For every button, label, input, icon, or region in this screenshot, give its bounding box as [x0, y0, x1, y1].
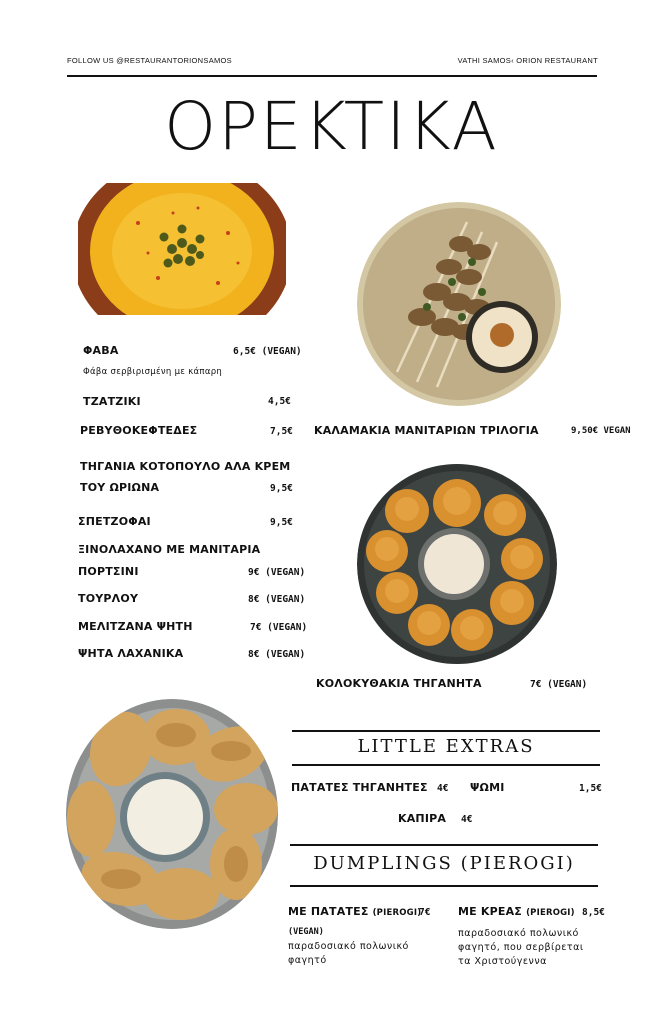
tzatziki-name: ΤΖΑΤΖΙΚΙ — [83, 395, 141, 408]
xinolachano-price: 9€ (VEGAN) — [248, 567, 306, 578]
tourlou-name: ΤΟΥΡΛΟΥ — [78, 592, 139, 605]
tigania-name-line1: ΤΗΓΑΝΙΑ ΚΟΤΟΠΟΥΛΟ ΑΛΑ ΚΡΕΜ — [80, 460, 291, 473]
pierogi-potato-tag: (PIEROGI) — [372, 908, 422, 918]
fried-zucchini-photo — [357, 463, 557, 665]
tourlou-price: 8€ (VEGAN) — [248, 594, 306, 605]
xinolachano-name-line2: ΠΟΡΤΣΙΝΙ — [78, 565, 139, 578]
pierogi-meat-description: παραδοσιακό πολωνικό φαγητό, που σερβίρεται τα Χριστούγεννα — [458, 928, 584, 967]
pierogi-photo — [66, 699, 278, 929]
kolokithakia-price: 7€ (VEGAN) — [530, 679, 588, 690]
pierogi-potato-label: ΜΕ ΠΑΤΑΤΕΣ — [288, 905, 369, 918]
spetzofai-name: ΣΠΕΤΖΟΦΑΙ — [78, 515, 151, 528]
extras-divider-bottom — [292, 764, 600, 766]
spetzofai-price: 9,5€ — [270, 517, 293, 528]
pierogi-potato-name — [288, 905, 421, 918]
mushroom-skewers-photo — [357, 202, 561, 406]
lachanika-name: ΨΗΤΑ ΛΑΧΑΝΙΚΑ — [78, 647, 184, 660]
tigania-price: 9,5€ — [270, 483, 293, 494]
fava-photo — [78, 183, 286, 315]
melitzana-name: ΜΕΛΙΤΖΑΝΑ ΨΗΤΗ — [78, 620, 193, 633]
revithokeftedes-name: ΡΕΒΥΘΟΚΕΦΤΕΔΕΣ — [80, 424, 198, 437]
kapira-price: 4€ — [461, 814, 473, 825]
pierogi-meat-name — [458, 905, 575, 918]
patates-price: 4€ — [437, 783, 449, 794]
patates-name: ΠΑΤΑΤΕΣ ΤΗΓΑΝΗΤΕΣ — [291, 781, 428, 794]
pierogi-potato-description: παραδοσιακό πολωνικό φαγητό — [288, 941, 409, 966]
kolokithakia-name: ΚΟΛΟΚΥΘΑΚΙΑ ΤΗΓΑΝΗΤΑ — [316, 677, 482, 690]
header-divider — [67, 75, 597, 77]
extras-divider-top — [292, 730, 600, 732]
melitzana-price: 7€ (VEGAN) — [250, 622, 308, 633]
dumplings-title: DUMPLINGS (PIEROGI) — [313, 853, 575, 874]
dumplings-divider-top — [290, 844, 598, 846]
psomi-price: 1,5€ — [579, 783, 602, 794]
psomi-name: ΨΩΜΙ — [470, 781, 505, 794]
restaurant-location-text: VATHI SAMOS‹ ORION RESTAURANT — [457, 56, 598, 65]
kalamakia-price: 9,50€ VEGAN — [571, 426, 631, 436]
tzatziki-price: 4,5€ — [268, 396, 291, 407]
pierogi-potato-vegan: (VEGAN) — [288, 927, 324, 937]
fava-name: ΦΑΒΑ — [83, 344, 119, 357]
page-title: OPEKTIKA — [164, 88, 499, 165]
follow-us-text: FOLLOW US @RESTAURANTORIONSAMOS — [67, 56, 232, 65]
pierogi-potato-price: 7€ — [419, 907, 431, 918]
pierogi-meat-tag: (PIEROGI) — [526, 908, 575, 918]
fava-description: Φάβα σερβιρισμένη με κάπαρη — [83, 367, 223, 377]
pierogi-meat-label: ΜΕ ΚΡΕΑΣ — [458, 905, 523, 918]
pierogi-meat-price: 8,5€ — [582, 907, 605, 918]
kapira-name: ΚΑΠΙΡΑ — [398, 812, 447, 825]
lachanika-price: 8€ (VEGAN) — [248, 649, 306, 660]
tigania-name-line2: ΤΟΥ ΩΡΙΩΝΑ — [80, 481, 160, 494]
little-extras-title: LITTLE EXTRAS — [357, 736, 535, 757]
kalamakia-name: ΚΑΛΑΜΑΚΙΑ ΜΑΝΙΤΑΡΙΩΝ ΤΡΙΛΟΓΙΑ — [314, 424, 539, 437]
xinolachano-name-line1: ΞΙΝΟΛΑΧΑΝΟ ΜΕ ΜΑΝΙΤΑΡΙΑ — [78, 543, 261, 556]
dumplings-divider-bottom — [290, 885, 598, 887]
revithokeftedes-price: 7,5€ — [270, 426, 293, 437]
fava-price: 6,5€ (VEGAN) — [233, 346, 302, 357]
